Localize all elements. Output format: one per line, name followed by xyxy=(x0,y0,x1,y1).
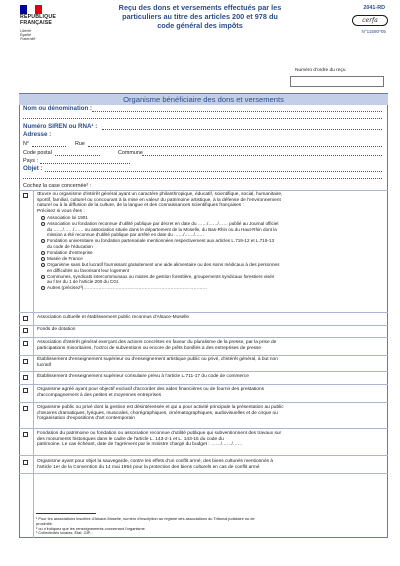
form-title xyxy=(90,3,310,30)
row-divider xyxy=(19,312,388,313)
row-line: d'œuvres dramatiques, lyriques, musicales, chorégraphiques, cinématographiques, audiovisuelles et de cirque ou xyxy=(37,410,278,416)
row-text xyxy=(37,405,385,422)
checkbox-fonds-de-dotation[interactable] xyxy=(23,328,28,333)
option-text xyxy=(47,221,278,237)
option-line: Fondation universitaire ou fondation partenariale mentionnées respectivement aux articles L.719-12 et L.719-13 xyxy=(47,238,275,244)
option-line: Organisme sans but lucratif fournissant gratuitement une aide alimentaire ou des soins médicaux à des personnes xyxy=(47,262,280,268)
list-item xyxy=(41,262,385,273)
option-text xyxy=(47,256,83,261)
row-divider xyxy=(19,325,388,326)
row-divider xyxy=(19,384,388,385)
radio-fondation-entreprise[interactable] xyxy=(41,251,45,255)
adresse-label: Adresse : xyxy=(23,131,52,138)
option-line: en difficultés ou favorisant leur logement xyxy=(47,267,130,273)
option-line: du ……/……/…… ou association située dans le département de la Moselle, du Bas-Rhin ou du Haut-Rhin dont la xyxy=(47,226,277,232)
radio-musee-de-france[interactable] xyxy=(41,257,45,261)
nom-field[interactable] xyxy=(92,107,382,112)
checkbox-cultuelle-alsace-moselle[interactable] xyxy=(23,316,28,321)
row-divider xyxy=(19,402,388,403)
option-text xyxy=(47,285,207,290)
cochez-label: Cochez la case concernée² : xyxy=(23,183,92,189)
option-line: mission a été reconnue d'utilité publique par arrêté en date du ……/……/…… xyxy=(47,232,205,238)
row-divider xyxy=(19,371,388,372)
list-item xyxy=(41,274,385,285)
form-code: 2041-RD xyxy=(363,5,385,11)
option-line: Musée de France xyxy=(47,256,83,262)
row-line: Organisme agréé ayant pour objectif exclusif d'accorder des aides financières ou de fournir des prestations xyxy=(37,387,265,392)
title-line: code général des impôts xyxy=(157,21,243,30)
footnote-line: ² ou n'indiquez que les renseignements concernant l'organisme xyxy=(36,525,145,531)
checkbox-spectacle-vivant[interactable] xyxy=(23,406,28,411)
nom-field-line2[interactable] xyxy=(23,114,382,119)
rue-field[interactable] xyxy=(88,142,382,147)
footnote-line: ³ Collectivités locales, État, GIP... xyxy=(36,530,94,536)
table-top-border xyxy=(19,190,388,191)
option-line: Autres (précisez³)……………………………………………………………………… xyxy=(47,285,208,291)
row-text xyxy=(37,327,385,333)
text-line: naturel ou à la diffusion de la culture, de la langue et des connaissances scientifiques françaises : xyxy=(37,203,244,209)
objet-field[interactable] xyxy=(45,167,382,172)
row-line: patrimoine. Le cas échéant, date de l'agrément par le ministre chargé du budget : ……/……/…… xyxy=(37,442,243,448)
radio-communes-forestieres[interactable] xyxy=(41,275,45,279)
row-line: Association cultuelle et établissement public reconnus d'Alsace-Moselle xyxy=(37,315,190,320)
section-title: Organisme bénéficiaire des dons et versements xyxy=(19,94,388,105)
receipt-number-label: Numéro d'ordre du reçu xyxy=(295,68,346,73)
option-line: Communes, syndicats intercommunaux ou mixtes de gestion forestière, groupements syndicaux forestiers visés xyxy=(47,273,275,279)
option-text xyxy=(47,238,274,249)
row-divider xyxy=(19,455,388,456)
row-divider xyxy=(19,337,388,338)
footnotes xyxy=(36,517,384,536)
footnote-separator xyxy=(36,513,96,514)
list-item xyxy=(41,256,385,261)
radio-autres[interactable] xyxy=(41,286,45,290)
checkbox-pluralisme-presse[interactable] xyxy=(23,341,28,346)
row-text xyxy=(37,387,385,398)
row-text xyxy=(37,315,385,321)
title-line: particuliers au titre des articles 200 et 978 du xyxy=(122,12,278,21)
row-line: Organisme ayant pour objet la sauvegarde, contre les effets d'un conflit armé, des biens culturels mentionnés à xyxy=(37,459,274,464)
option-text xyxy=(47,215,88,220)
row-line: Fondation du patrimoine ou fondation ou association reconnue d'utilité publique qui subventionnent des travaux sur xyxy=(37,431,282,436)
option-line: du code de l'éducation xyxy=(47,243,93,249)
row-line: Établissement d'enseignement supérieur ou d'enseignement artistique public ou privé, d'intérêt général, à but non xyxy=(37,357,278,362)
pays-field[interactable] xyxy=(40,159,130,164)
republic-name xyxy=(20,14,56,26)
receipt-number-field[interactable] xyxy=(290,76,384,87)
row-line: Association d'intérêt général exerçant des actions concrètes en faveur du pluralisme de la presse, par la prise de xyxy=(37,340,277,345)
cerfa-logo: cerfa xyxy=(352,15,388,26)
row-text xyxy=(37,431,385,448)
checkbox-enseignement-superieur[interactable] xyxy=(23,359,28,364)
option-text xyxy=(47,262,279,273)
row-text xyxy=(37,357,385,368)
row-text xyxy=(37,340,385,351)
row-divider xyxy=(19,473,388,474)
code-postal-label: Code postal xyxy=(23,150,52,156)
footnote-line: ¹ Pour les associations inscrites d'Alsace-Moselle, numéro d'inscription au registre des associations du Tribunal judiciaire ou de xyxy=(36,516,255,521)
rue-label: Rue xyxy=(75,141,85,147)
option-line: Fondation d'entreprise xyxy=(47,249,93,255)
motto-line: Égalité xyxy=(20,33,31,37)
checkbox-enseignement-consulaire[interactable] xyxy=(23,375,28,380)
motto-line: Fraternité xyxy=(20,37,36,41)
row-line: l'article 1er de la Convention du 14 mai 1954 pour la protection des biens culturels en cas de conflit armé xyxy=(37,464,260,470)
cerfa-number: N°11580*05 xyxy=(361,29,386,34)
checkbox-interet-general[interactable] xyxy=(23,193,28,198)
row-divider xyxy=(19,428,388,429)
list-item xyxy=(41,215,385,220)
numero-label: N° xyxy=(23,141,30,147)
pays-label: Pays : xyxy=(23,158,38,164)
radio-association-rup[interactable] xyxy=(41,222,45,226)
commune-field[interactable] xyxy=(142,151,382,156)
commune-label: Commune xyxy=(118,150,143,156)
checkbox-fondation-patrimoine[interactable] xyxy=(23,432,28,437)
option-line: Association ou fondation reconnue d'utilité publique par décret en date du ……/……/…… publié au Journal officiel xyxy=(47,221,279,227)
list-item xyxy=(41,238,385,249)
option-text xyxy=(47,250,93,255)
row-line: d'accompagnement à des petites et moyennes entreprises xyxy=(37,392,162,398)
option-text xyxy=(47,274,274,285)
republic-line-1: RÉPUBLIQUE xyxy=(20,14,57,20)
radio-association-1901[interactable] xyxy=(41,216,45,220)
code-postal-field[interactable] xyxy=(55,151,100,156)
row-line: lucratif xyxy=(37,362,52,368)
row-divider xyxy=(19,355,388,356)
republic-motto xyxy=(20,29,35,41)
republic-line-2: FRANÇAISE xyxy=(20,20,53,26)
precisez-label: Précisez si vous êtes : xyxy=(37,208,85,214)
list-item xyxy=(41,250,385,255)
motto-line: Liberté xyxy=(20,29,31,33)
text-line: sportif, familial, culturel ou concourant à la mise en valeur du patrimoine artistique, à la défense de l'environnement xyxy=(37,197,281,203)
row-line: l'organisation d'expositions d'art contemporain xyxy=(37,416,135,422)
footnote-line: proximité. xyxy=(36,520,53,526)
row-text xyxy=(37,459,385,470)
checkbox-aides-pme[interactable] xyxy=(23,388,28,393)
row-line: participations minoritaires, l'octroi de subventions ou encore de prêts bonifiés à des entreprises de presse xyxy=(37,345,262,351)
text-line: Œuvre ou organisme d'intérêt général ayant un caractère philanthropique, éducatif, scientifique, social, humanitaire, xyxy=(37,192,283,197)
objet-field-line2[interactable] xyxy=(23,174,382,179)
republic-flag-logo xyxy=(20,5,42,14)
option-line: Association loi 1901 xyxy=(47,215,88,220)
siren-field[interactable] xyxy=(102,125,382,130)
row-line: Fonds de dotation xyxy=(37,327,76,332)
radio-aide-alimentaire[interactable] xyxy=(41,263,45,267)
checkbox-biens-culturels[interactable] xyxy=(23,460,28,465)
option-line: au f ter du 1 de l'article 200 du CGI. xyxy=(47,279,120,285)
objet-label: Objet : xyxy=(23,165,43,172)
nom-label: Nom ou dénomination : xyxy=(23,105,93,112)
list-item xyxy=(41,221,385,237)
list-item xyxy=(41,285,385,290)
sub-options-list xyxy=(41,215,385,291)
row-text xyxy=(37,374,385,380)
numero-field[interactable] xyxy=(32,142,66,147)
row-line: Établissement d'enseignement supérieur consulaire prévu à l'article L.711-17 du code de commerce xyxy=(37,374,249,379)
table-column-divider xyxy=(33,190,34,538)
siren-label: Numéro SIREN ou RNA¹ : xyxy=(23,123,98,130)
interet-general-description xyxy=(37,192,385,214)
row-line: des monuments historiques dans le cadre de l'article L. 143-2-1 et L. 143-15 du code du xyxy=(37,436,224,442)
radio-fondation-universitaire[interactable] xyxy=(41,239,45,243)
row-line: Organisme public ou privé dont la gestion est désintéressée et qui a pour activité principale la présentation au public xyxy=(37,405,284,410)
title-line: Reçu des dons et versements effectués par les xyxy=(118,3,282,12)
